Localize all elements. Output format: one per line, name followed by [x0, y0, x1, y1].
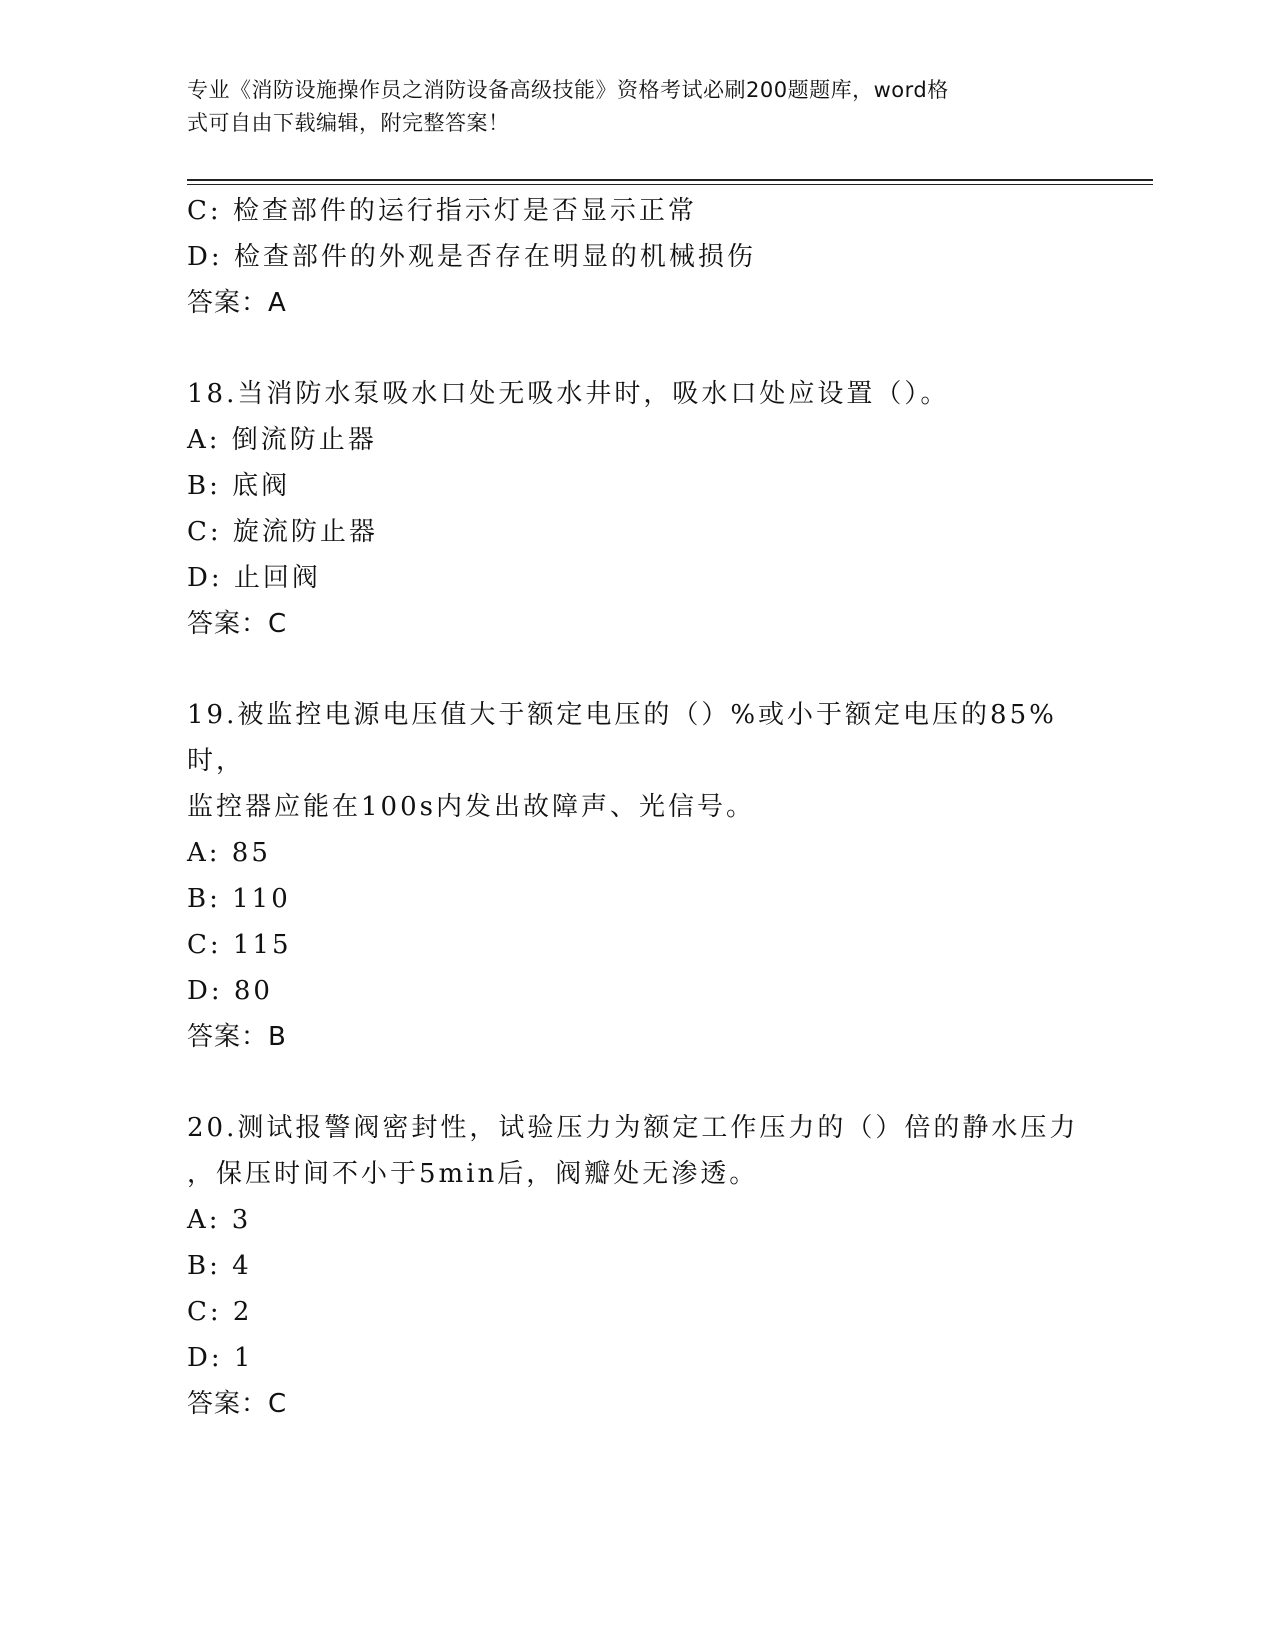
option-c: C: 115: [187, 930, 292, 960]
option-b: B: 底阀: [187, 471, 291, 501]
document-header: [187, 74, 1067, 140]
question-stem-line-2: ，保压时间不小于5min后，阀瓣处无渗透。: [187, 1159, 759, 1189]
option-a: A: 85: [187, 838, 271, 868]
question-stem-line-2: 监控器应能在100s内发出故障声、光信号。: [187, 792, 755, 822]
header-rule-thin: [187, 184, 1153, 185]
answer: 答案：C: [187, 1389, 288, 1419]
question-20: [187, 1105, 1087, 1427]
option-c: C: 2: [187, 1297, 253, 1327]
option-c: C: 旋流防止器: [187, 517, 378, 547]
option-d: D: 80: [187, 976, 273, 1006]
option-d: D: 1: [187, 1343, 254, 1373]
option-d: D: 止回阀: [187, 563, 321, 593]
option-a: A: 3: [187, 1205, 252, 1235]
header-line-2: 式可自由下载编辑，附完整答案！: [187, 111, 510, 135]
question-stem: 18.当消防水泵吸水口处无吸水井时，吸水口处应设置（）。: [187, 379, 950, 409]
header-rule-thick: [187, 179, 1153, 181]
option-d: D: 检查部件的外观是否存在明显的机械损伤: [187, 242, 756, 272]
answer: 答案：A: [187, 288, 287, 318]
option-b: B: 110: [187, 884, 291, 914]
question-19: [187, 692, 1087, 1060]
question-18: [187, 371, 1087, 647]
option-b: B: 4: [187, 1251, 252, 1281]
answer: 答案：B: [187, 1022, 287, 1052]
question-stem-line-1: 20.测试报警阀密封性，试验压力为额定工作压力的（）倍的静水压力: [187, 1113, 1079, 1143]
question-stem-line-1: 19.被监控电源电压值大于额定电压的（）%或小于额定电压的85%时，: [187, 700, 1057, 776]
question-list: [187, 188, 1087, 1427]
question-17-tail: [187, 188, 1087, 326]
answer: 答案：C: [187, 609, 288, 639]
option-a: A: 倒流防止器: [187, 425, 377, 455]
header-line-1: 专业《消防设施操作员之消防设备高级技能》资格考试必刷200题题库，word格: [187, 78, 949, 102]
option-c: C: 检查部件的运行指示灯是否显示正常: [187, 196, 697, 226]
